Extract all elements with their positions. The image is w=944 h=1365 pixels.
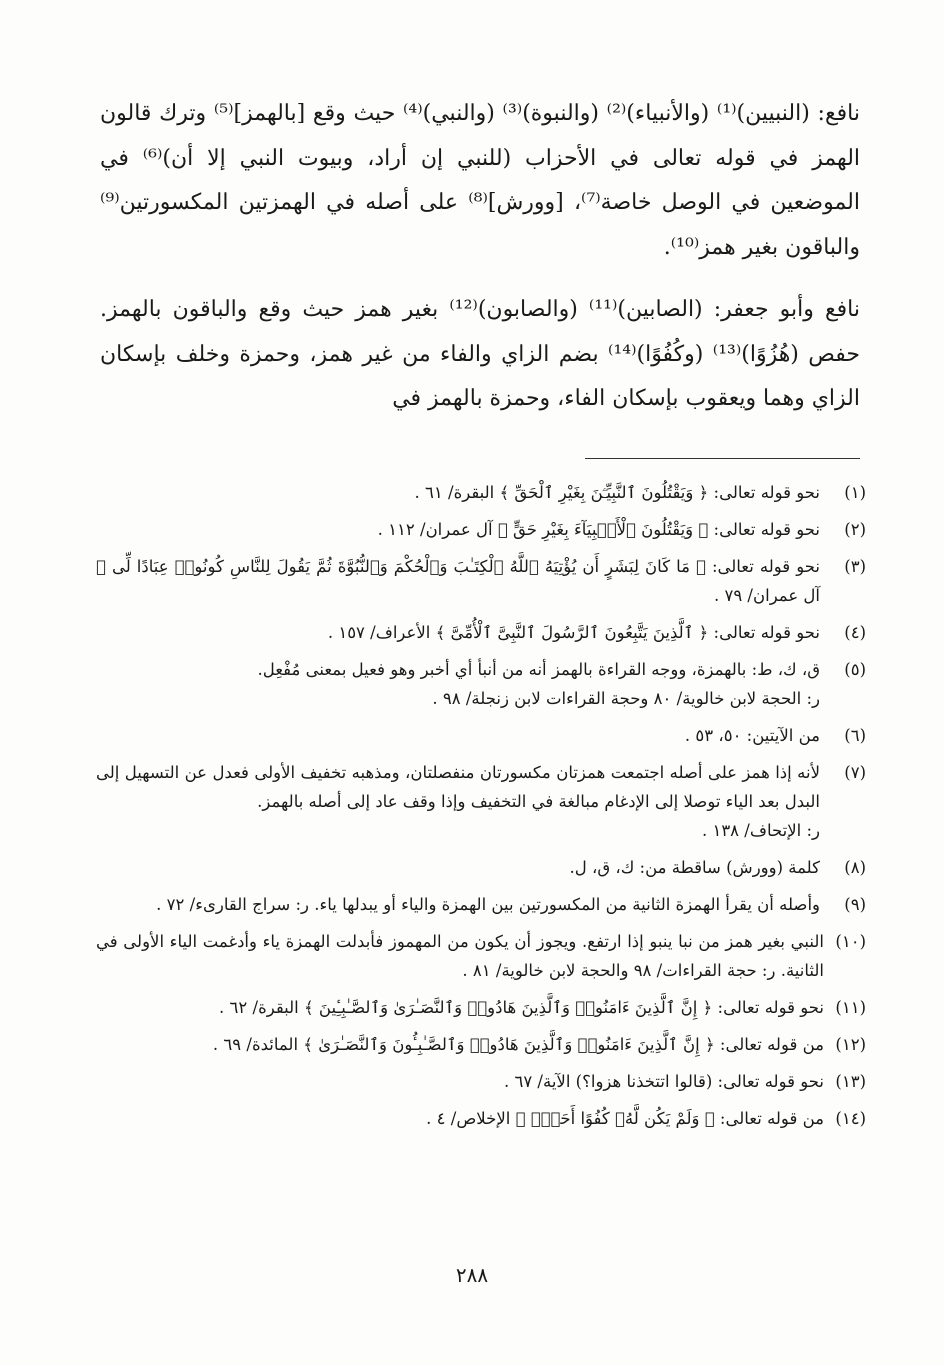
footnote-number: (١٠) [835, 932, 866, 951]
footnote-text: نحو قوله تعالى: ﴿ مَا كَانَ لِبَشَرٍ أَن يُؤْتِيَهُ ٱللَّهُ ٱلْكِتَـٰبَ وَٱلْحُكْمَ وَٱلنُّبُوَّةَ ثُمَّ يَقُولَ لِلنَّاسِ كُونُوا۟ عِبَادًا لِّى ﴾ آل عمران/ ٧٩ . [96, 557, 820, 605]
footnote-number: (١٢) [835, 1035, 866, 1054]
footnote-item [96, 758, 866, 845]
footnote-text: وأصله أن يقرأ الهمزة الثانية من المكسورتين بين الهمزة والياء أو يبدلها ياء. ر: سراج القارىء/ ٧٢ . [156, 895, 820, 914]
footnote-text: كلمة (وورش) ساقطة من: ك، ق، ل. [569, 858, 820, 877]
footnote-number: (٩) [844, 895, 866, 914]
footnote-number: (١٤) [835, 1109, 866, 1128]
footnote-reference: ر: الإتحاف/ ١٣٨ . [701, 821, 820, 840]
footnotes [96, 478, 866, 1141]
footnote-reference: ر: الحجة لابن خالوية/ ٨٠ وحجة القراءات لابن زنجلة/ ٩٨ . [432, 689, 820, 708]
footnote-number: (٥) [844, 660, 866, 679]
footnote-item [96, 927, 866, 985]
footnote-item [96, 890, 866, 919]
main-paragraph-1: نافع: (النبيين)⁽¹⁾ (والأنبياء)⁽²⁾ (والنبوة)⁽³⁾ (والنبي)⁽⁴⁾ حيث وقع [بالهمز]⁽⁵⁾ وترك قالون الهمز في قوله تعالى في الأحزاب (للنبي إن أراد، وبيوت النبي إلا أن)⁽⁶⁾ في الموضعين في الوصل خاصة⁽⁷⁾، [وورش]⁽⁸⁾ على أصله في الهمزتين المكسورتين⁽⁹⁾ والباقون بغير همز⁽¹⁰⁾. [100, 101, 861, 260]
footnote-item [96, 618, 866, 647]
footnote-number: (١) [844, 483, 866, 502]
footnote-item [96, 552, 866, 610]
footnote-item [96, 1104, 866, 1133]
footnote-text: نحو قوله تعالى: ﴿ ٱلَّذِينَ يَتَّبِعُونَ ٱلرَّسُولَ ٱلنَّبِىَّ ٱلْأُمِّىَّ ﴾ الأعراف/ ١٥٧ . [327, 623, 820, 642]
footnote-item [96, 655, 866, 713]
footnote-number: (٢) [844, 520, 866, 539]
footnote-number: (١٣) [835, 1072, 866, 1091]
footnote-item [96, 1067, 866, 1096]
footnote-body [96, 758, 820, 845]
footnote-text: ق، ك، ط: بالهمزة، ووجه القراءة بالهمز أنه من أنبأ أي أخبر وهو فعيل بمعنى مُفْعِل. [257, 660, 820, 679]
footnote-number: (٤) [844, 623, 866, 642]
footnote-number: (٧) [844, 763, 866, 782]
footnote-number: (١١) [835, 998, 866, 1017]
footnote-text: نحو قوله تعالى: (قالوا اتتخذنا هزوا؟) الآية/ ٦٧ . [503, 1072, 824, 1091]
footnote-item [96, 478, 866, 507]
footnote-separator [585, 458, 860, 459]
footnote-text: من قوله تعالى: ﴿ إِنَّ ٱلَّذِينَ ءَامَنُوا۟ وَٱلَّذِينَ هَادُوا۟ وَٱلصَّـٰبِـُٔونَ وَٱلنَّصَـٰرَىٰ ﴾ المائدة/ ٦٩ . [212, 1035, 824, 1054]
footnote-item [96, 1030, 866, 1059]
main-text [100, 92, 860, 422]
footnote-text: نحو قوله تعالى: ﴿ إِنَّ ٱلَّذِينَ ءَامَنُوا۟ وَٱلَّذِينَ هَادُوا۟ وَٱلنَّصَـٰرَىٰ وَٱلصَّـٰبِـِٔينَ ﴾ البقرة/ ٦٢ . [219, 998, 824, 1017]
footnote-text: نحو قوله تعالى: ﴿ وَيَقْتُلُونَ ٱلنَّبِيِّـۧنَ بِغَيْرِ ٱلْحَقِّ ﴾ البقرة/ ٦١ . [414, 483, 820, 502]
footnote-item [96, 515, 866, 544]
footnote-text: من قوله تعالى: ﴿ وَلَمْ يَكُن لَّهُۥ كُفُوًا أَحَدٌۢ ﴾ الإخلاص/ ٤ . [426, 1109, 824, 1128]
footnote-body [96, 655, 820, 713]
footnote-number: (٣) [844, 557, 866, 576]
footnote-text: النبي بغير همز من نبا ينبو إذا ارتفع. ويجوز أن يكون من المهموز فأبدلت الهمزة ياء وأدغمت الياء الأولى في الثانية. ر: حجة القراءات/ ٩٨ والحجة لابن خالوية/ ٨١ . [96, 932, 824, 980]
footnote-number: (٦) [844, 726, 866, 745]
footnote-item [96, 721, 866, 750]
footnote-text: لأنه إذا همز على أصله اجتمعت همزتان مكسورتان منفصلتان، ومذهبه تخفيف الأولى فعدل عن التسهيل إلى البدل بعد الياء توصلا إلى الإدغام مبالغة في التخفيف وإذا وقف عاد إلى أصله بالهمز. [96, 763, 820, 811]
main-paragraph-2: نافع وأبو جعفر: (الصابين)⁽¹¹⁾ (والصابون)⁽¹²⁾ بغير همز حيث وقع والباقون بالهمز. حفص (هُزُوًا)⁽¹³⁾ (وكُفُوًا)⁽¹⁴⁾ بضم الزاي والفاء من غير همز، وحمزة وخلف بإسكان الزاي وهما ويعقوب بإسكان الفاء، وحمزة بالهمز في [100, 297, 860, 411]
footnote-number: (٨) [844, 858, 866, 877]
footnote-text: من الآيتين: ٥٠، ٥٣ . [684, 726, 820, 745]
footnote-text: نحو قوله تعالى: ﴿ وَيَقْتُلُونَ ٱلْأَنۢبِيَآءَ بِغَيْرِ حَقٍّ ﴾ آل عمران/ ١١٢ . [377, 520, 820, 539]
footnote-item [96, 993, 866, 1022]
page-number: ٢٨٨ [455, 1263, 489, 1287]
footnote-item [96, 853, 866, 882]
